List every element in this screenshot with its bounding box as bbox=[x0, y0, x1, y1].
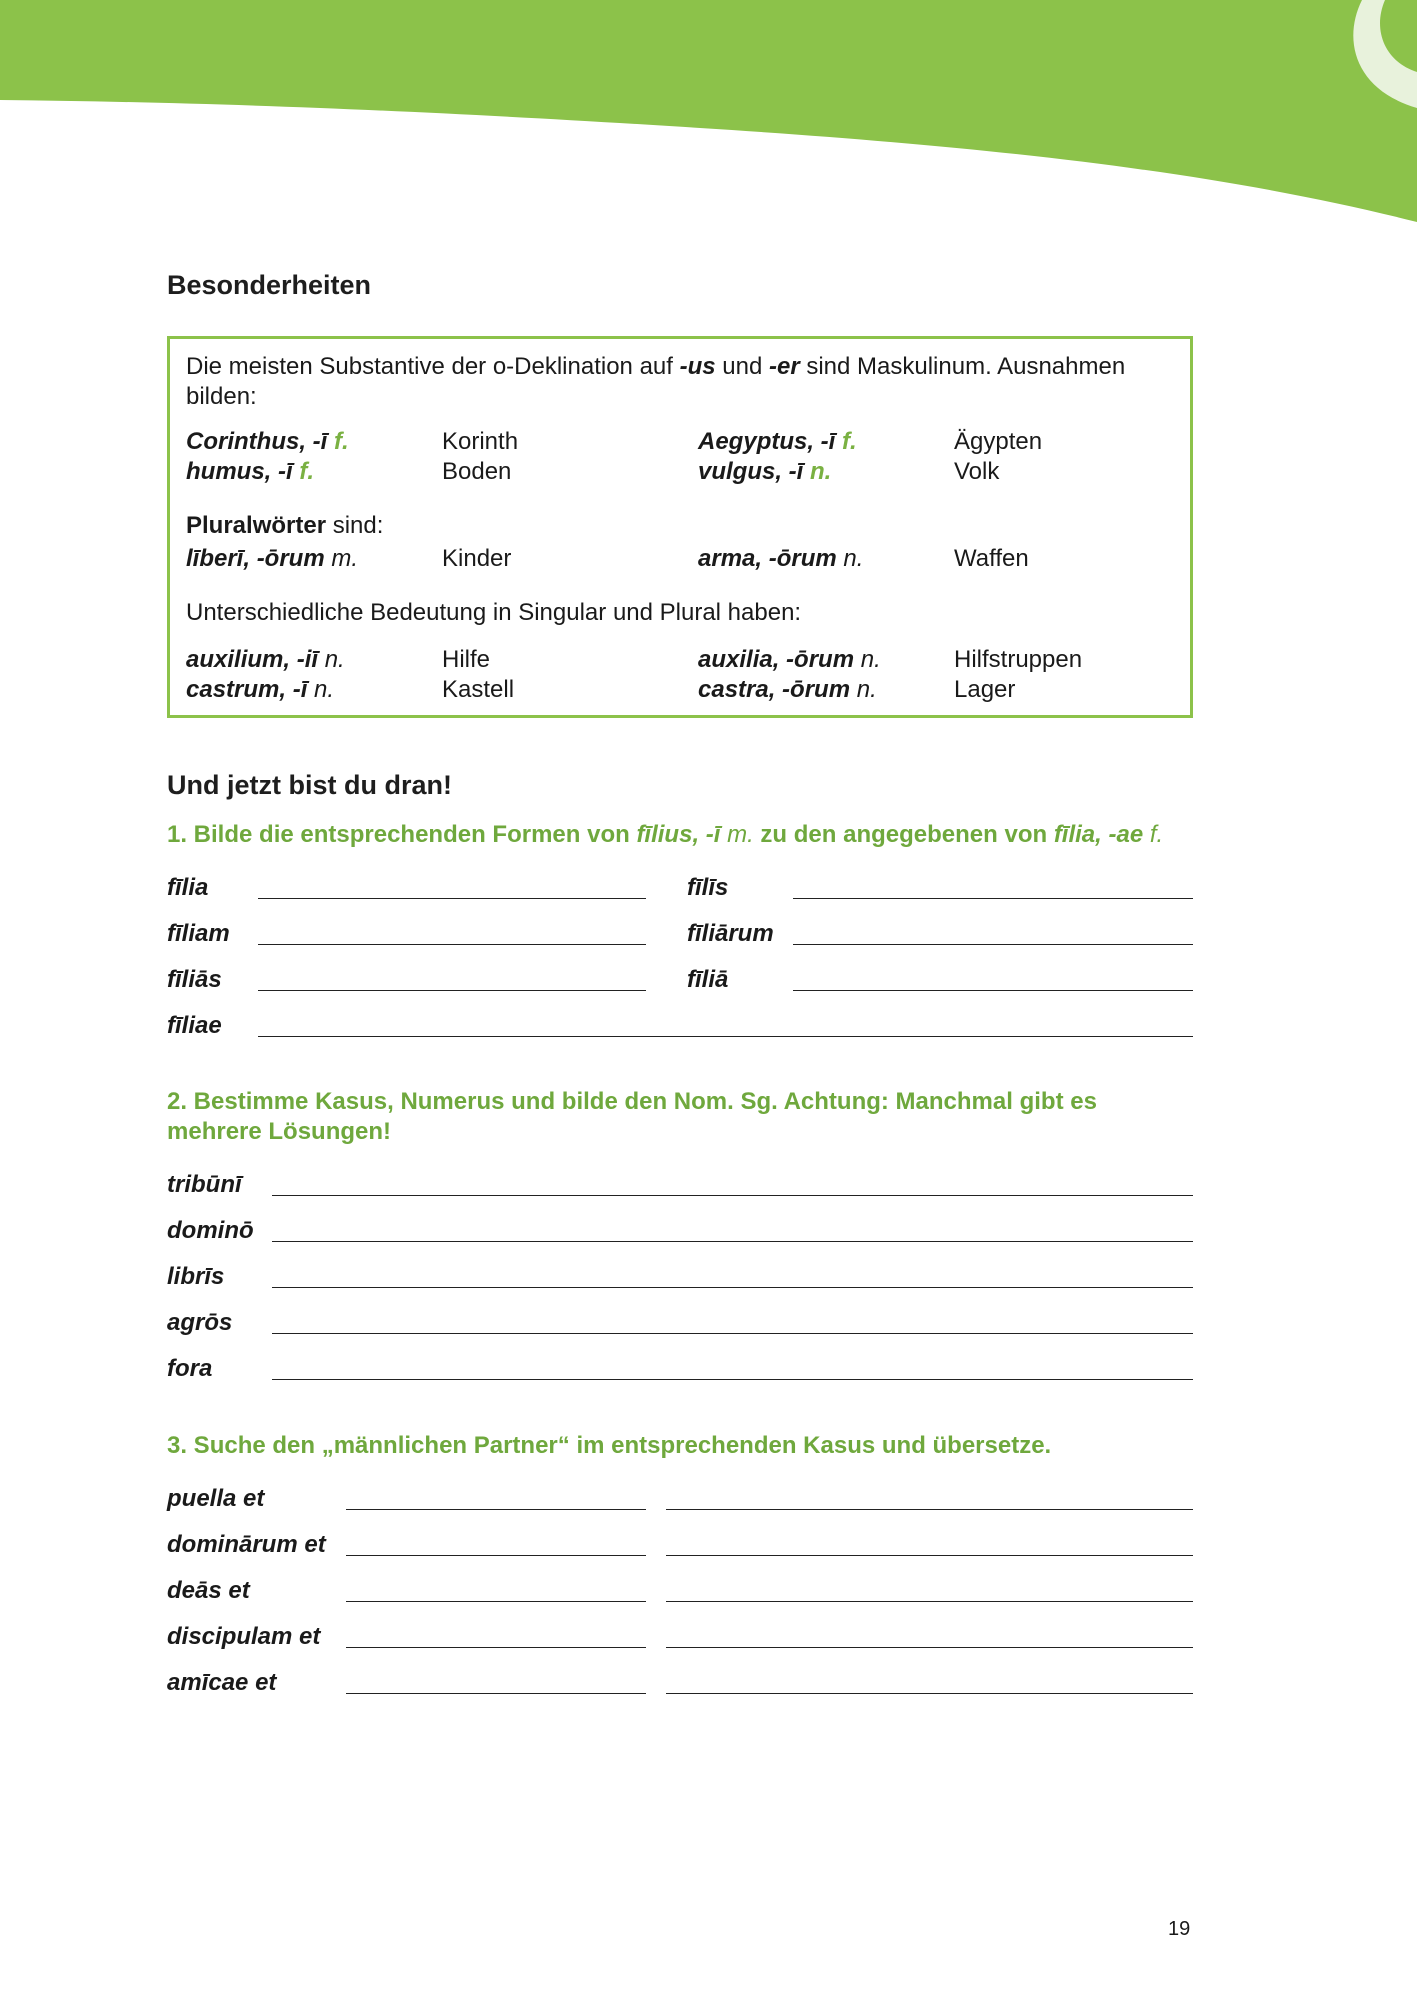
plural-word: līberī, -ōrum m. bbox=[186, 545, 359, 572]
task1-item: fīlīs bbox=[687, 874, 729, 901]
task3-item: deās et bbox=[167, 1577, 250, 1604]
meaning-heading: Unterschiedliche Bedeutung in Singular und Plural haben: bbox=[186, 599, 802, 626]
plural-word: arma, -ōrum n. bbox=[698, 545, 864, 572]
task1-answer-line[interactable] bbox=[258, 1036, 1193, 1037]
meaning-word: castrum, -ī n. bbox=[186, 676, 335, 703]
exception-word: Corinthus, -ī f. bbox=[186, 428, 349, 455]
task2-answer-line[interactable] bbox=[272, 1241, 1193, 1242]
task1-item: fīliārum bbox=[687, 920, 774, 947]
exception-meaning: Volk bbox=[954, 458, 1000, 485]
task3-item: puella et bbox=[167, 1485, 265, 1512]
task2-item: librīs bbox=[167, 1263, 225, 1290]
exception-word: vulgus, -ī n. bbox=[698, 458, 832, 485]
section-title: Besonderheiten bbox=[167, 270, 372, 300]
task2-answer-line[interactable] bbox=[272, 1333, 1193, 1334]
intro-text bbox=[186, 352, 1176, 412]
task3-translation-line[interactable] bbox=[666, 1647, 1193, 1648]
task1-item: fīliā bbox=[687, 966, 729, 993]
plural-meaning: Waffen bbox=[954, 545, 1029, 572]
task2-instruction: 2. Bestimme Kasus, Numerus und bilde den Nom. Sg. Achtung: Manchmal gibt es mehrere Lösungen! bbox=[167, 1088, 1097, 1145]
exception-meaning: Boden bbox=[442, 458, 512, 485]
meaning-word: castra, -ōrum n. bbox=[698, 676, 877, 703]
exception-word: Aegyptus, -ī f. bbox=[698, 428, 857, 455]
task3-item: dominārum et bbox=[167, 1531, 326, 1558]
task2-item: agrōs bbox=[167, 1309, 233, 1336]
intro-part: und bbox=[715, 353, 769, 380]
task3-partner-line[interactable] bbox=[346, 1693, 646, 1694]
task1-answer-line[interactable] bbox=[793, 990, 1193, 991]
task1-item: fīlia bbox=[167, 874, 209, 901]
meaning-word: auxilia, -ōrum n. bbox=[698, 646, 881, 673]
task2-item: dominō bbox=[167, 1217, 254, 1244]
task2-answer-line[interactable] bbox=[272, 1195, 1193, 1196]
task2-item: fora bbox=[167, 1355, 213, 1382]
exception-word: humus, -ī f. bbox=[186, 458, 315, 485]
task1-instruction: 1. Bilde die entsprechenden Formen von fīlius, -ī m. zu den angegebenen von fīlia, -ae f. bbox=[167, 821, 1164, 848]
task3-partner-line[interactable] bbox=[346, 1509, 646, 1510]
meaning-translation: Lager bbox=[954, 676, 1016, 703]
page-number: 19 bbox=[1168, 1918, 1191, 1940]
task3-partner-line[interactable] bbox=[346, 1555, 646, 1556]
suffix-us: -us bbox=[679, 353, 716, 380]
task3-partner-line[interactable] bbox=[346, 1601, 646, 1602]
exercise-title: Und jetzt bist du dran! bbox=[167, 770, 452, 800]
plural-heading: Pluralwörter sind: bbox=[186, 512, 384, 539]
meaning-translation: Hilfstruppen bbox=[954, 646, 1083, 673]
task3-instruction: 3. Suche den „männlichen Partner“ im entsprechenden Kasus und übersetze. bbox=[167, 1432, 1052, 1459]
task1-item: fīliam bbox=[167, 920, 230, 947]
task3-translation-line[interactable] bbox=[666, 1509, 1193, 1510]
plural-meaning: Kinder bbox=[442, 545, 512, 572]
task1-answer-line[interactable] bbox=[258, 898, 646, 899]
exception-meaning: Ägypten bbox=[954, 428, 1043, 455]
task2-item: tribūnī bbox=[167, 1171, 242, 1198]
task1-answer-line[interactable] bbox=[258, 944, 646, 945]
task1-item: fīliae bbox=[167, 1012, 222, 1039]
exception-meaning: Korinth bbox=[442, 428, 519, 455]
intro-part: Die meisten Substantive der o-Deklination auf bbox=[186, 353, 680, 380]
info-box bbox=[167, 336, 1193, 718]
meaning-word: auxilium, -iī n. bbox=[186, 646, 345, 673]
task1-answer-line[interactable] bbox=[793, 898, 1193, 899]
task2-answer-line[interactable] bbox=[272, 1287, 1193, 1288]
task1-answer-line[interactable] bbox=[793, 944, 1193, 945]
task3-partner-line[interactable] bbox=[346, 1647, 646, 1648]
task2-answer-line[interactable] bbox=[272, 1379, 1193, 1380]
task1-answer-line[interactable] bbox=[258, 990, 646, 991]
task3-item: discipulam et bbox=[167, 1623, 321, 1650]
meaning-translation: Hilfe bbox=[442, 646, 491, 673]
task1-item: fīliās bbox=[167, 966, 222, 993]
suffix-er: -er bbox=[768, 353, 800, 380]
task3-translation-line[interactable] bbox=[666, 1693, 1193, 1694]
task3-item: amīcae et bbox=[167, 1669, 277, 1696]
header-swoosh bbox=[0, 0, 1417, 240]
meaning-translation: Kastell bbox=[442, 676, 515, 703]
task3-translation-line[interactable] bbox=[666, 1555, 1193, 1556]
task3-translation-line[interactable] bbox=[666, 1601, 1193, 1602]
intro-part: sind Maskulinum. Ausnahmen bilden: bbox=[186, 353, 1126, 410]
